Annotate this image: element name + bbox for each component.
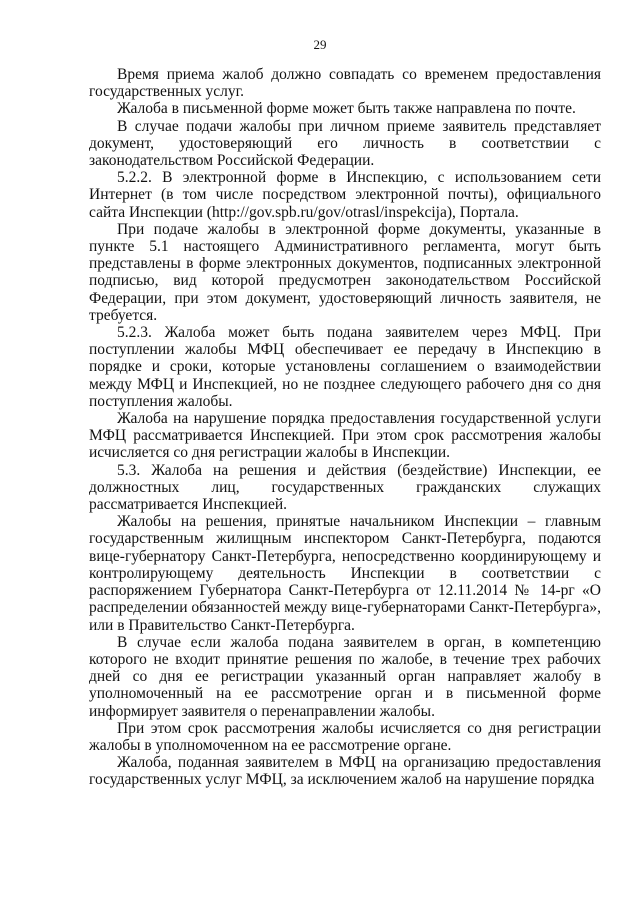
paragraph-5-3: 5.3. Жалоба на решения и действия (бездействие) Инспекции, ее должностных лиц, государственных гражданских служащих рассматривается Инспекцией. — [89, 461, 601, 514]
paragraph-mfc-complaint-review: Жалоба на нарушение порядка предоставления государственной услуги МФЦ рассматривается Инспекцией. При этом срок рассмотрения жалобы исчисляется со дня регистрации жалобы в Инспекции. — [89, 410, 601, 462]
document-body — [89, 66, 601, 789]
paragraph-reception-time: Время приема жалоб должно совпадать со временем предоставления государственных услуг. — [89, 66, 601, 101]
paragraph-wrong-authority: В случае если жалоба подана заявителем в орган, в компетенцию которого не входит принятие решения по жалобе, в течение трех рабочих дней со дня ее регистрации указанный орган направляет жалобу в уполномоченный на ее рассмотрение орган и в письменной форме информирует заявителя о перенаправлении жалобы. — [89, 633, 601, 720]
paragraph-5-2-2: 5.2.2. В электронной форме в Инспекцию, с использованием сети Интернет (в том числе посредством электронной почты), официального сайта Инспекции (http://gov.spb.ru/gov/otrasl/inspekcija), Портала. — [89, 169, 601, 221]
paragraph-electronic-documents: При подаче жалобы в электронной форме документы, указанные в пункте 5.1 настоящего Административного регламента, могут быть представлены в форме электронных документов, подписанных электронной подписью, вид которой предусмотрен законодательством Российской Федерации, при этом документ, удостоверяющий личность заявителя, не требуется. — [89, 220, 601, 324]
paragraph-mfc-complaint: Жалоба, поданная заявителем в МФЦ на организацию предоставления государственных услуг МФЦ, за исключением жалоб на нарушение порядка — [89, 754, 601, 789]
paragraph-personal-reception: В случае подачи жалобы при личном приеме заявитель представляет документ, удостоверяющий его личность в соответствии с законодательством Российской Федерации. — [89, 117, 601, 170]
paragraph-postal-complaint: Жалоба в письменной форме может быть также направлена по почте. — [117, 100, 576, 118]
paragraph-head-decisions: Жалобы на решения, принятые начальником Инспекции – главным государственным жилищным инспектором Санкт-Петербурга, подаются вице-губернатору Санкт-Петербурга, непосредственно координирующему и контролирующему деятельность Инспекции в соответствии с распоряжением Губернатора Санкт-Петербурга от 12.11.2014 № 14-рг «О распределении обязанностей между вице-губернаторами Санкт-Петербурга», или в Правительство Санкт-Петербурга. — [89, 513, 601, 634]
paragraph-5-2-3: 5.2.3. Жалоба может быть подана заявителем через МФЦ. При поступлении жалобы МФЦ обеспечивает ее передачу в Инспекцию в порядке и сроки, которые установлены соглашением о взаимодействии между МФЦ и Инспекцией, но не позднее следующего рабочего дня со дня поступления жалобы. — [89, 324, 601, 410]
paragraph-review-period: При этом срок рассмотрения жалобы исчисляется со дня регистрации жалобы в уполномоченном на ее рассмотрение органе. — [89, 719, 601, 754]
page-number: 29 — [313, 37, 327, 52]
